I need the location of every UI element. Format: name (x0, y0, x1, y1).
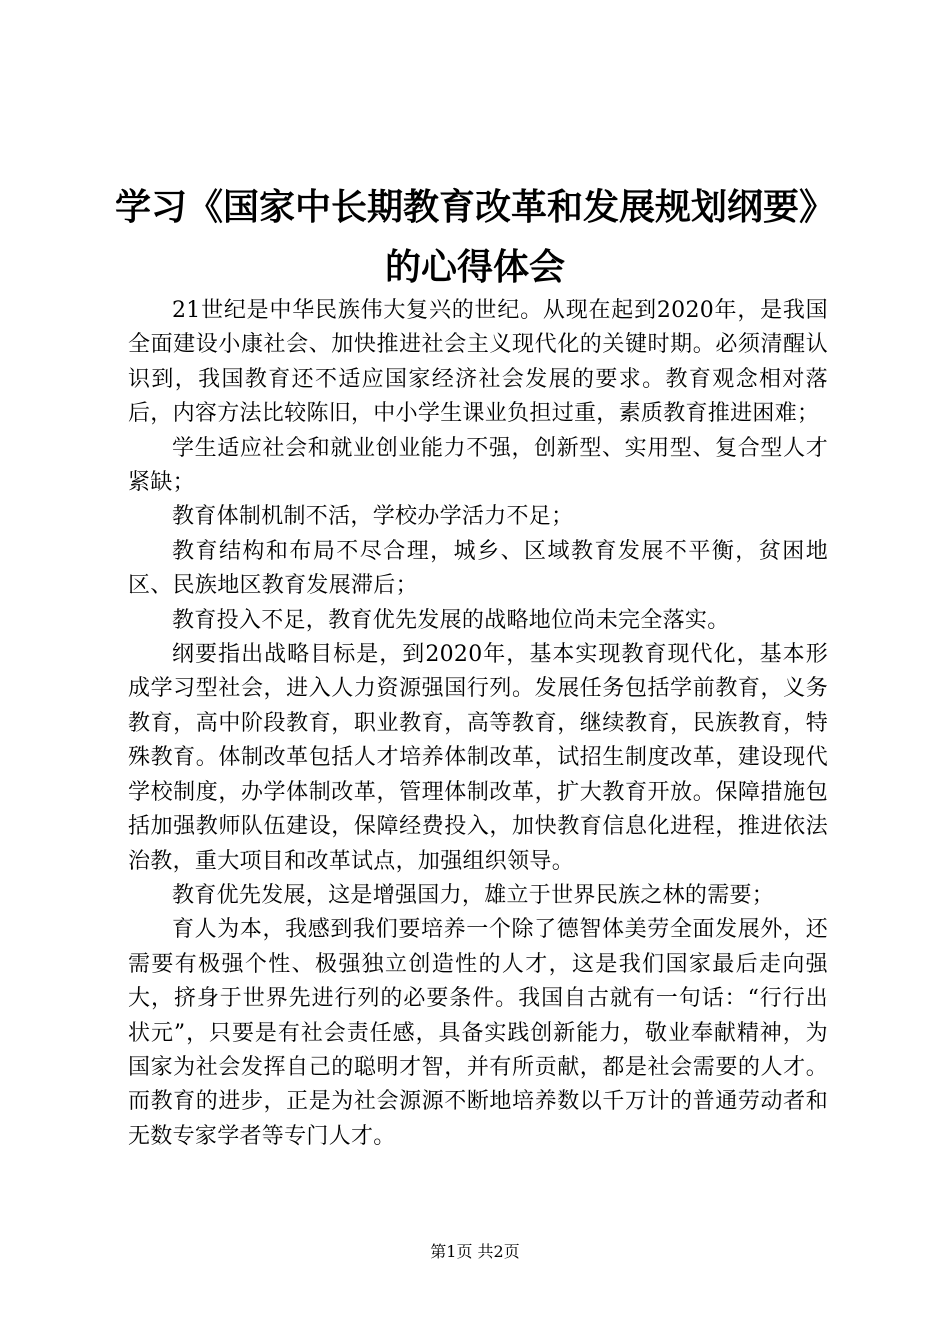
paragraph-6: 纲要指出战略目标是，到2020年，基本实现教育现代化，基本形成学习型社会，进入人力资源强国行列。发展任务包括学前教育，义务教育，高中阶段教育，职业教育，高等教育，继续教育，民族教育，特殊教育。体制改革包括人才培养体制改革，试招生制度改革，建设现代学校制度，办学体制改革，管理体制改革，扩大教育开放。保障措施包括加强教师队伍建设，保障经费投入，加快教育信息化进程，推进依法治教，重大项目和改革试点，加强组织领导。 (128, 642, 828, 874)
paragraph-3: 教育体制机制不活，学校办学活力不足； (172, 504, 574, 530)
paragraph-8: 育人为本，我感到我们要培养一个除了德智体美劳全面发展外，还需要有极强个性、极强独立创造性的人才，这是我们国家最后走向强大，挤身于世界先进行列的必要条件。我国自古就有一句话：“行行出状元”，只要是有社会责任感，具备实践创新能力，敬业奉献精神，为国家为社会发挥自己的聪明才智，并有所贡献，都是社会需要的人才。而教育的进步，正是为社会源源不断地培养数以千万计的普通劳动者和无数专家学者等专门人才。 (128, 917, 828, 1149)
paragraph-2: 学生适应社会和就业创业能力不强，创新型、实用型、复合型人才紧缺； (128, 435, 828, 496)
paragraph-7: 教育优先发展，这是增强国力，雄立于世界民族之林的需要； (172, 882, 775, 908)
paragraph-4: 教育结构和布局不尽合理，城乡、区域教育发展不平衡，贫困地区、民族地区教育发展滞后； (128, 538, 828, 599)
document-title-line-1: 学习《国家中长期教育改革和发展规划纲要》 (114, 187, 835, 228)
document-title-line-2: 的心得体会 (384, 247, 565, 288)
document-body (128, 294, 828, 1154)
page-number-footer: 第1页 共2页 (430, 1242, 520, 1261)
paragraph-5: 教育投入不足，教育优先发展的战略地位尚未完全落实。 (172, 607, 730, 633)
paragraph-1: 21世纪是中华民族伟大复兴的世纪。从现在起到2020年，是我国全面建设小康社会、加快推进社会主义现代化的关键时期。必须清醒认识到，我国教育还不适应国家经济社会发展的要求。教育观念相对落后，内容方法比较陈旧，中小学生课业负担过重，素质教育推进困难； (128, 298, 828, 427)
